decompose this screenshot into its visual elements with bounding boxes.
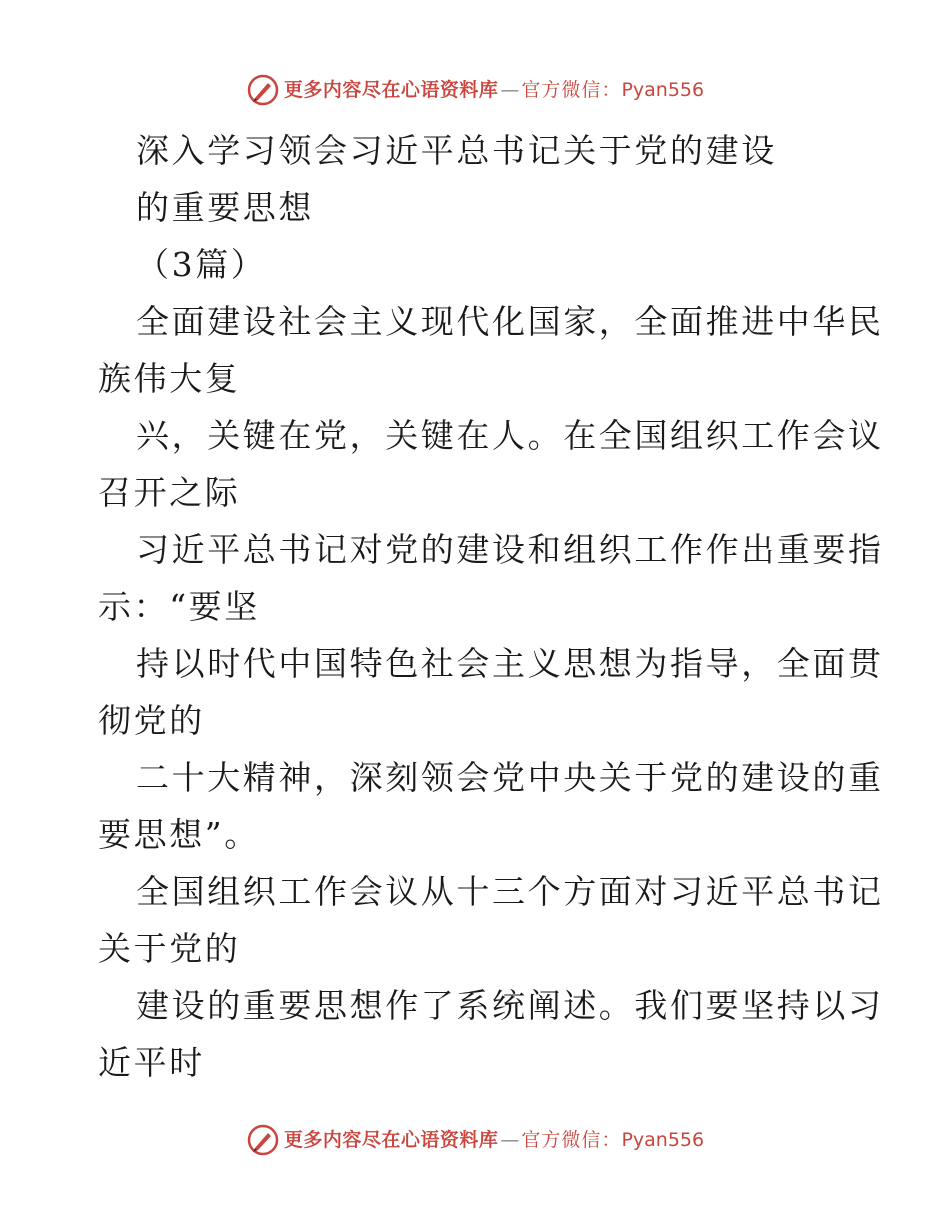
banner-wechat-id: Pyan556 (621, 78, 705, 101)
banner-text: 更多内容尽在心语资料库 (283, 1128, 499, 1151)
paragraph-line: 示：“要坚 (98, 587, 260, 626)
pen-logo-icon (246, 73, 280, 107)
paragraph-line: 持以时代中国特色社会主义思想为指导，全面贯 (136, 644, 884, 683)
header-watermark-banner (0, 70, 950, 110)
paragraph-line: 彻党的 (98, 701, 205, 740)
banner-wechat-id: Pyan556 (621, 1128, 705, 1151)
document-title-line-1: 深入学习领会习近平总书记关于党的建设 (136, 131, 777, 170)
paragraph-line: 兴，关键在党，关键在人。在全国组织工作会议 (136, 416, 884, 455)
paragraph-line: 族伟大复 (98, 359, 241, 398)
banner-wechat-label: 官方微信： (521, 78, 622, 101)
paragraph-line: 全面建设社会主义现代化国家，全面推进中华民 (136, 302, 884, 341)
document-title-line-2: 的重要思想 (136, 188, 314, 227)
paragraph-line: 召开之际 (98, 473, 241, 512)
paragraph-line: 要思想”。 (98, 815, 260, 854)
banner-wechat-label: 官方微信： (521, 1128, 622, 1151)
banner-separator: — (500, 78, 520, 101)
banner-separator: — (500, 1128, 520, 1151)
paragraph-line: 二十大精神，深刻领会党中央关于党的建设的重 (136, 758, 884, 797)
pen-logo-icon (246, 1123, 280, 1157)
paragraph-line: 关于党的 (98, 929, 241, 968)
paragraph-line: 习近平总书记对党的建设和组织工作作出重要指 (136, 530, 884, 569)
banner-text: 更多内容尽在心语资料库 (283, 78, 499, 101)
footer-watermark-banner (0, 1120, 950, 1160)
paragraph-line: 全国组织工作会议从十三个方面对习近平总书记 (136, 872, 884, 911)
document-body (98, 122, 884, 1091)
document-subtitle: （3篇） (136, 245, 267, 284)
paragraph-line: 建设的重要思想作了系统阐述。我们要坚持以习 (136, 986, 884, 1025)
paragraph-line: 近平时 (98, 1043, 205, 1082)
